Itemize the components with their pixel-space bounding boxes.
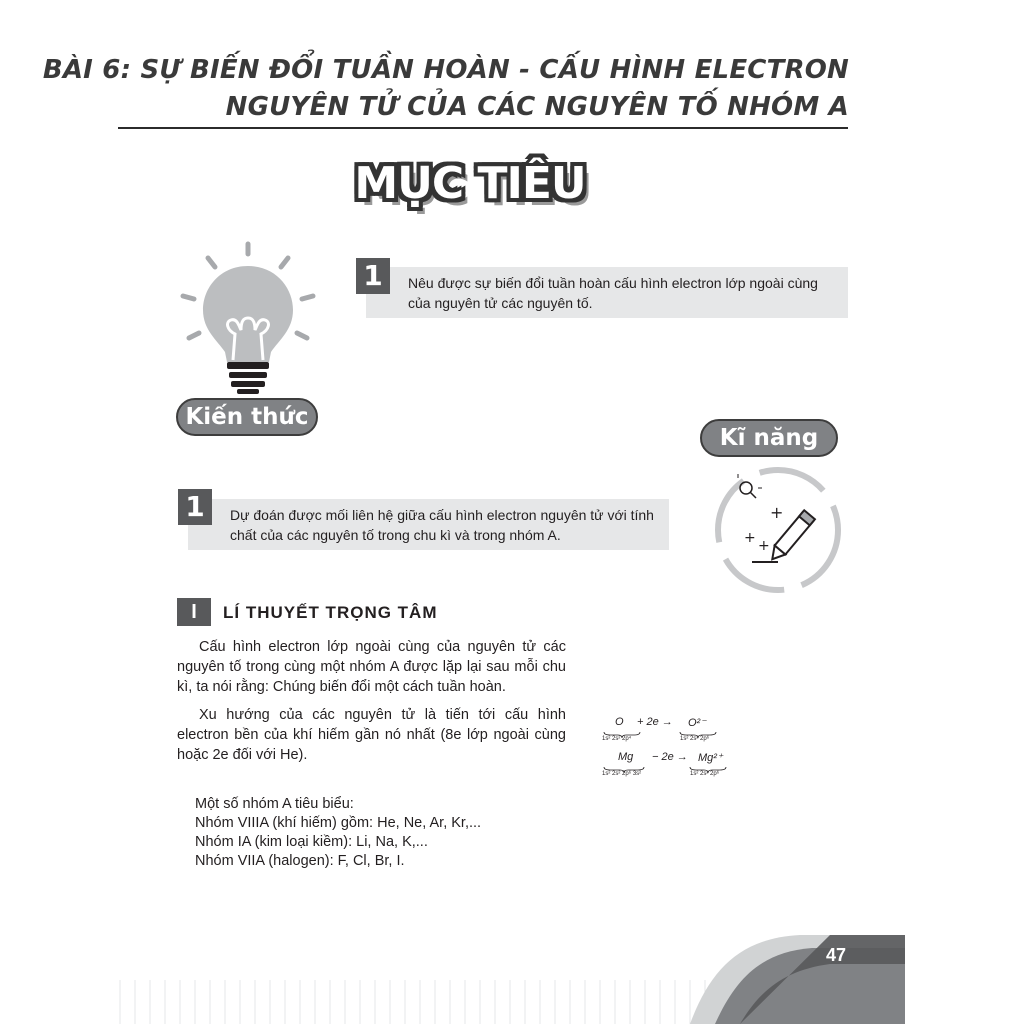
equation-2-left: Mg — [618, 751, 634, 763]
equation-1-left-config: 1s² 2s² 2p⁴ — [602, 736, 632, 742]
equation-2-right-config: 1s² 2s² 2p⁶ — [690, 771, 720, 777]
equation-1-operator: + 2e → — [637, 716, 673, 728]
electron-equations — [600, 716, 750, 786]
group-item: Nhóm VIIIA (khí hiếm) gồm: He, Ne, Ar, Kr,... — [195, 815, 482, 831]
skills-objective-text: Dự đoán được mối liên hệ giữa cấu hình electron nguyên tử với tính chất của các nguyên tố trong chu kì và trong nhóm A. — [230, 507, 654, 543]
svg-text:+: + — [758, 538, 770, 554]
theory-paragraph-2: Xu hướng của các nguyên tử là tiến tới cấu hình electron bền của khí hiếm gần nó nhất (8e lớp ngoài cùng hoặc 2e đối với He). — [177, 707, 566, 763]
svg-text:+: + — [770, 503, 784, 522]
section-title: LÍ THUYẾT TRỌNG TÂM — [223, 603, 438, 622]
knowledge-label: Kiến thức — [176, 398, 318, 436]
section-badge: I — [177, 598, 211, 626]
equation-2-operator: − 2e → — [652, 751, 688, 763]
knowledge-objective-box — [366, 267, 848, 318]
underbraces — [600, 716, 750, 786]
group-item: Nhóm VIIA (halogen): F, Cl, Br, I. — [195, 853, 405, 869]
skills-objective-number: 1 — [178, 489, 212, 525]
equation-2-right: Mg²⁺ — [698, 752, 723, 764]
knowledge-objective-text: Nêu được sự biến đổi tuần hoàn cấu hình electron lớp ngoài cùng của nguyên tử các nguyên tố. — [408, 275, 818, 311]
equation-1-left: O — [615, 716, 624, 728]
svg-text:+: + — [744, 530, 756, 546]
theory-paragraph-1: Cấu hình electron lớp ngoài cùng của nguyên tử các nguyên tố trong cùng một nhóm A được lặp lại sau mỗi chu kì, ta nói rằng: Chúng biến đổi một cách tuần hoàn. — [177, 639, 566, 695]
skills-objective-box — [188, 499, 669, 550]
equation-1-right-config: 1s² 2s² 2p⁶ — [680, 736, 710, 742]
page-title-line-2: NGUYÊN TỬ CỦA CÁC NGUYÊN TỐ NHÓM A — [225, 92, 849, 122]
title-divider — [118, 127, 848, 129]
equation-2-left-config: 1s² 2s² 2p⁶ 3s² — [602, 771, 642, 777]
groups-intro: Một số nhóm A tiêu biểu: — [195, 796, 354, 812]
group-item: Nhóm IA (kim loại kiềm): Li, Na, K,... — [195, 834, 428, 850]
light-bulb-icon — [175, 238, 325, 398]
knowledge-objective-number: 1 — [356, 258, 390, 294]
pencil-skill-icon — [708, 460, 848, 600]
page-title-line-1: BÀI 6: SỰ BIẾN ĐỔI TUẦN HOÀN - CẤU HÌNH ELECTRON — [42, 55, 849, 85]
equation-1-right: O²⁻ — [688, 717, 707, 729]
objectives-heading: MỤC TIÊU — [354, 158, 586, 209]
footer-decoration — [0, 930, 1024, 1024]
skills-label: Kĩ năng — [700, 419, 838, 457]
page-number: 47 — [826, 945, 847, 965]
